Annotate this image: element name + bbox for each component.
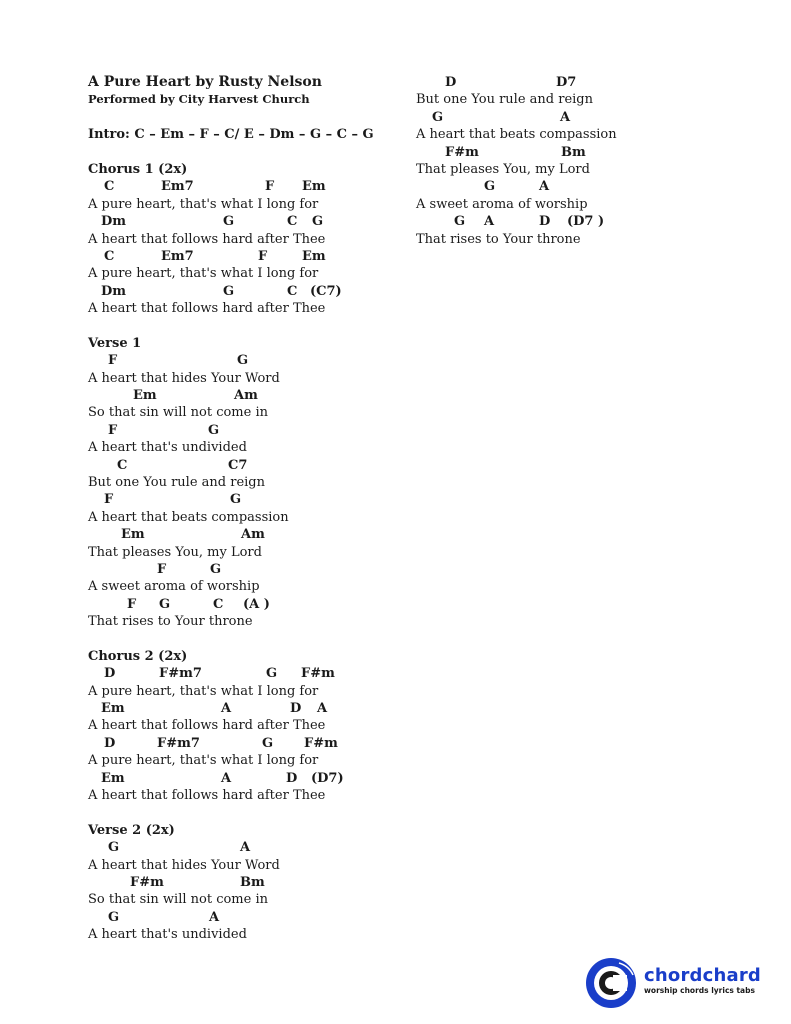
chord: G (210, 561, 222, 577)
chord: D (290, 701, 302, 717)
chord-line (88, 909, 408, 926)
lyric-line: A heart that hides Your Word (88, 370, 280, 386)
chord-line (88, 526, 408, 543)
chord-line (88, 178, 408, 195)
chord: F (258, 248, 268, 264)
chord: F#m (130, 874, 164, 890)
chord-line (88, 839, 408, 856)
logo-tagline: worship chords lyrics tabs (644, 986, 755, 995)
chord: Em7 (161, 248, 194, 264)
lyric-line: A heart that hides Your Word (88, 857, 280, 873)
chord: A (484, 214, 495, 230)
lyric-line: A heart that follows hard after Thee (88, 301, 326, 317)
verse1-heading: Verse 1 (88, 335, 142, 351)
chord: D (445, 75, 457, 90)
chord: C (287, 214, 298, 230)
lyric-line: A heart that follows hard after Thee (88, 718, 326, 734)
performer-line: Performed by City Harvest Church (88, 92, 310, 107)
chorus1-heading: Chorus 1 (2x) (88, 161, 188, 177)
lyric-line: A heart that's undivided (88, 927, 247, 943)
chord: (D7) (311, 770, 344, 786)
chord: Em (121, 527, 145, 543)
lyric-line: That pleases You, my Lord (88, 544, 262, 560)
chord-line (88, 874, 408, 891)
chord: G (108, 840, 120, 856)
chord: F (127, 596, 137, 612)
chordchard-logo (584, 955, 764, 1011)
chord-line (88, 665, 408, 682)
chord: Em (101, 770, 125, 786)
chord: C (104, 179, 115, 195)
chord: D7 (556, 75, 577, 90)
logo-wordmark: chordchard (644, 965, 762, 986)
chord: (A ) (243, 596, 270, 612)
lyric-line: So that sin will not come in (88, 405, 268, 421)
intro-line: Intro: C – Em – F – C/ E – Dm – G – C – G (88, 127, 374, 143)
lyric-line: A heart that follows hard after Thee (88, 788, 326, 804)
chord: C (287, 283, 298, 299)
chord: Em7 (161, 179, 194, 195)
lyric-line: A sweet aroma of worship (416, 196, 588, 212)
chord: C (117, 457, 128, 473)
verse2-heading: Verse 2 (2x) (88, 822, 175, 838)
lyric-line: That rises to Your throne (88, 614, 253, 630)
right-column (416, 74, 736, 248)
chord: G (230, 492, 242, 508)
chord: G (237, 353, 249, 369)
chord: A (317, 701, 328, 717)
chord-line (88, 422, 408, 439)
lyric-line: A pure heart, that's what I long for (88, 683, 319, 699)
chorus1-rows (88, 178, 408, 317)
chord: F (108, 422, 118, 438)
chord-line (416, 74, 736, 91)
chorus2-rows (88, 665, 408, 804)
chord-line (88, 561, 408, 578)
chord-line (416, 178, 736, 195)
chord: D (104, 666, 116, 682)
verse1-rows (88, 352, 408, 630)
chord-line (88, 457, 408, 474)
chord: A (539, 179, 550, 195)
lyric-line: A heart that beats compassion (416, 127, 617, 143)
chord: G (108, 909, 120, 925)
chord: C (213, 596, 224, 612)
chord-line (88, 213, 408, 230)
chord-line (88, 770, 408, 787)
chord-line (416, 213, 736, 230)
chord: Am (234, 388, 258, 404)
chord-line (88, 491, 408, 508)
chord: G (159, 596, 171, 612)
chord: G (312, 214, 324, 230)
chord-line (88, 735, 408, 752)
chord-line (88, 283, 408, 300)
chord: Em (302, 248, 326, 264)
chord: Em (133, 388, 157, 404)
lyric-line: That pleases You, my Lord (416, 161, 590, 177)
chord-line (88, 596, 408, 613)
chord: (D7 ) (567, 214, 605, 230)
chord: A (221, 770, 232, 786)
chord-line (88, 387, 408, 404)
chord: G (208, 422, 220, 438)
chord: D (539, 214, 551, 230)
chord: F (108, 353, 118, 369)
lyric-line: A heart that beats compassion (88, 509, 289, 525)
chord: C (104, 248, 115, 264)
lyric-line: A heart that follows hard after Thee (88, 231, 326, 247)
chord: F#m (445, 144, 479, 160)
lyric-line: But one You rule and reign (416, 92, 593, 108)
chord: A (560, 109, 571, 125)
chord: D (104, 735, 116, 751)
chord: A (221, 701, 232, 717)
chord: D (286, 770, 298, 786)
chord: G (454, 214, 466, 230)
chord: F#m (304, 735, 338, 751)
chord: F (104, 492, 114, 508)
chord: G (484, 179, 496, 195)
chord: A (240, 840, 251, 856)
chord-line (88, 700, 408, 717)
verse2-continued-rows (416, 74, 736, 248)
chordchard-logo-icon (584, 955, 640, 1011)
chord-line (416, 144, 736, 161)
chorus2-heading: Chorus 2 (2x) (88, 648, 188, 664)
chord: F (265, 179, 275, 195)
chord: Dm (101, 214, 127, 230)
lyric-line: A pure heart, that's what I long for (88, 753, 319, 769)
chord: F#m7 (157, 735, 200, 751)
lyric-line: A pure heart, that's what I long for (88, 266, 319, 282)
lyric-line: A sweet aroma of worship (88, 579, 260, 595)
chord-line (88, 248, 408, 265)
lyric-line: But one You rule and reign (88, 474, 265, 490)
chord: G (223, 283, 235, 299)
chord: G (262, 735, 274, 751)
chord: G (432, 109, 444, 125)
chord: F (157, 561, 167, 577)
chord: Am (241, 527, 265, 543)
chord: Bm (240, 874, 265, 890)
lyric-line: A heart that's undivided (88, 440, 247, 456)
chord: Em (101, 701, 125, 717)
lyric-line: So that sin will not come in (88, 892, 268, 908)
verse2-rows (88, 839, 408, 943)
lyric-line: That rises to Your throne (416, 231, 581, 247)
chord: F#m (301, 666, 335, 682)
chord-line (88, 352, 408, 369)
left-column (88, 74, 408, 944)
chord: G (266, 666, 278, 682)
chord: C7 (228, 457, 248, 473)
chord: A (209, 909, 220, 925)
lyric-line: A pure heart, that's what I long for (88, 196, 319, 212)
chord: Bm (561, 144, 586, 160)
chord: G (223, 214, 235, 230)
chord-line (416, 109, 736, 126)
chord: Dm (101, 283, 127, 299)
song-title: A Pure Heart by Rusty Nelson (88, 74, 322, 90)
chord: Em (302, 179, 326, 195)
chord: F#m7 (159, 666, 202, 682)
chord: (C7) (310, 283, 342, 299)
